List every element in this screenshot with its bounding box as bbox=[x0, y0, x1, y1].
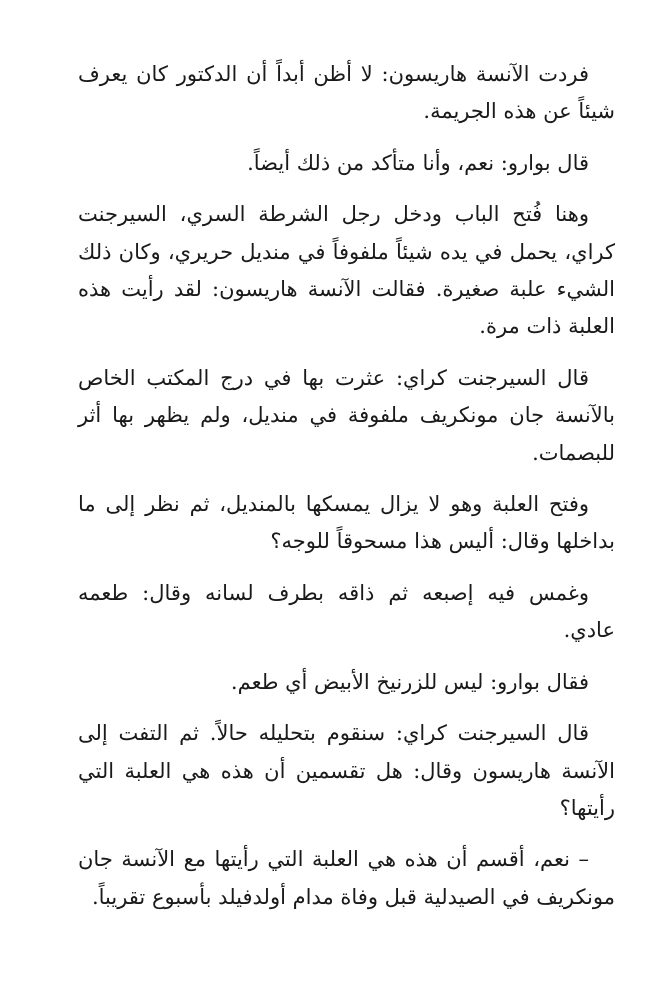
paragraph-9: – نعم، أقسم أن هذه هي العلبة التي رأيتها مع الآنسة جان مونكريف في الصيدلية قبل وفاة مدام أولدفيلد بأسبوع تقريباً. bbox=[78, 847, 615, 909]
paragraph-7: فقال بوارو: ليس للزرنيخ الأبيض أي طعم. bbox=[230, 669, 589, 694]
paragraph-5: وفتح العلبة وهو لا يزال يمسكها بالمنديل، ثم نظر إلى ما بداخلها وقال: أليس هذا مسحوقاً للوجه؟ bbox=[78, 492, 615, 554]
paragraph-6: وغمس فيه إصبعه ثم ذاقه بطرف لسانه وقال: طعمه عادي. bbox=[78, 580, 615, 643]
paragraph-8: قال السيرجنت كراي: سنقوم بتحليله حالاً. ثم التفت إلى الآنسة هاريسون وقال: هل تقسمين أن هذه هي العلبة التي رأيتها؟ bbox=[78, 721, 615, 820]
paragraph-2: قال بوارو: نعم، وأنا متأكد من ذلك أيضاً. bbox=[247, 150, 589, 175]
page-text bbox=[78, 56, 615, 916]
paragraph-3: وهنا فُتح الباب ودخل رجل الشرطة السري، السيرجنت كراي، يحمل في يده شيئاً ملفوفاً في منديل حريري، وكان ذلك الشيء علبة صغيرة. فقالت الآنسة هاريسون: لقد رأيت هذه العلبة ذات مرة. bbox=[78, 202, 615, 339]
paragraph-4: قال السيرجنت كراي: عثرت بها في درج المكتب الخاص بالآنسة جان مونكريف ملفوفة في منديل، ولم يظهر بها أثر للبصمات. bbox=[78, 365, 615, 465]
paragraph-1: فردت الآنسة هاريسون: لا أظن أبداً أن الدكتور كان يعرف شيئاً عن هذه الجريمة. bbox=[78, 62, 615, 124]
